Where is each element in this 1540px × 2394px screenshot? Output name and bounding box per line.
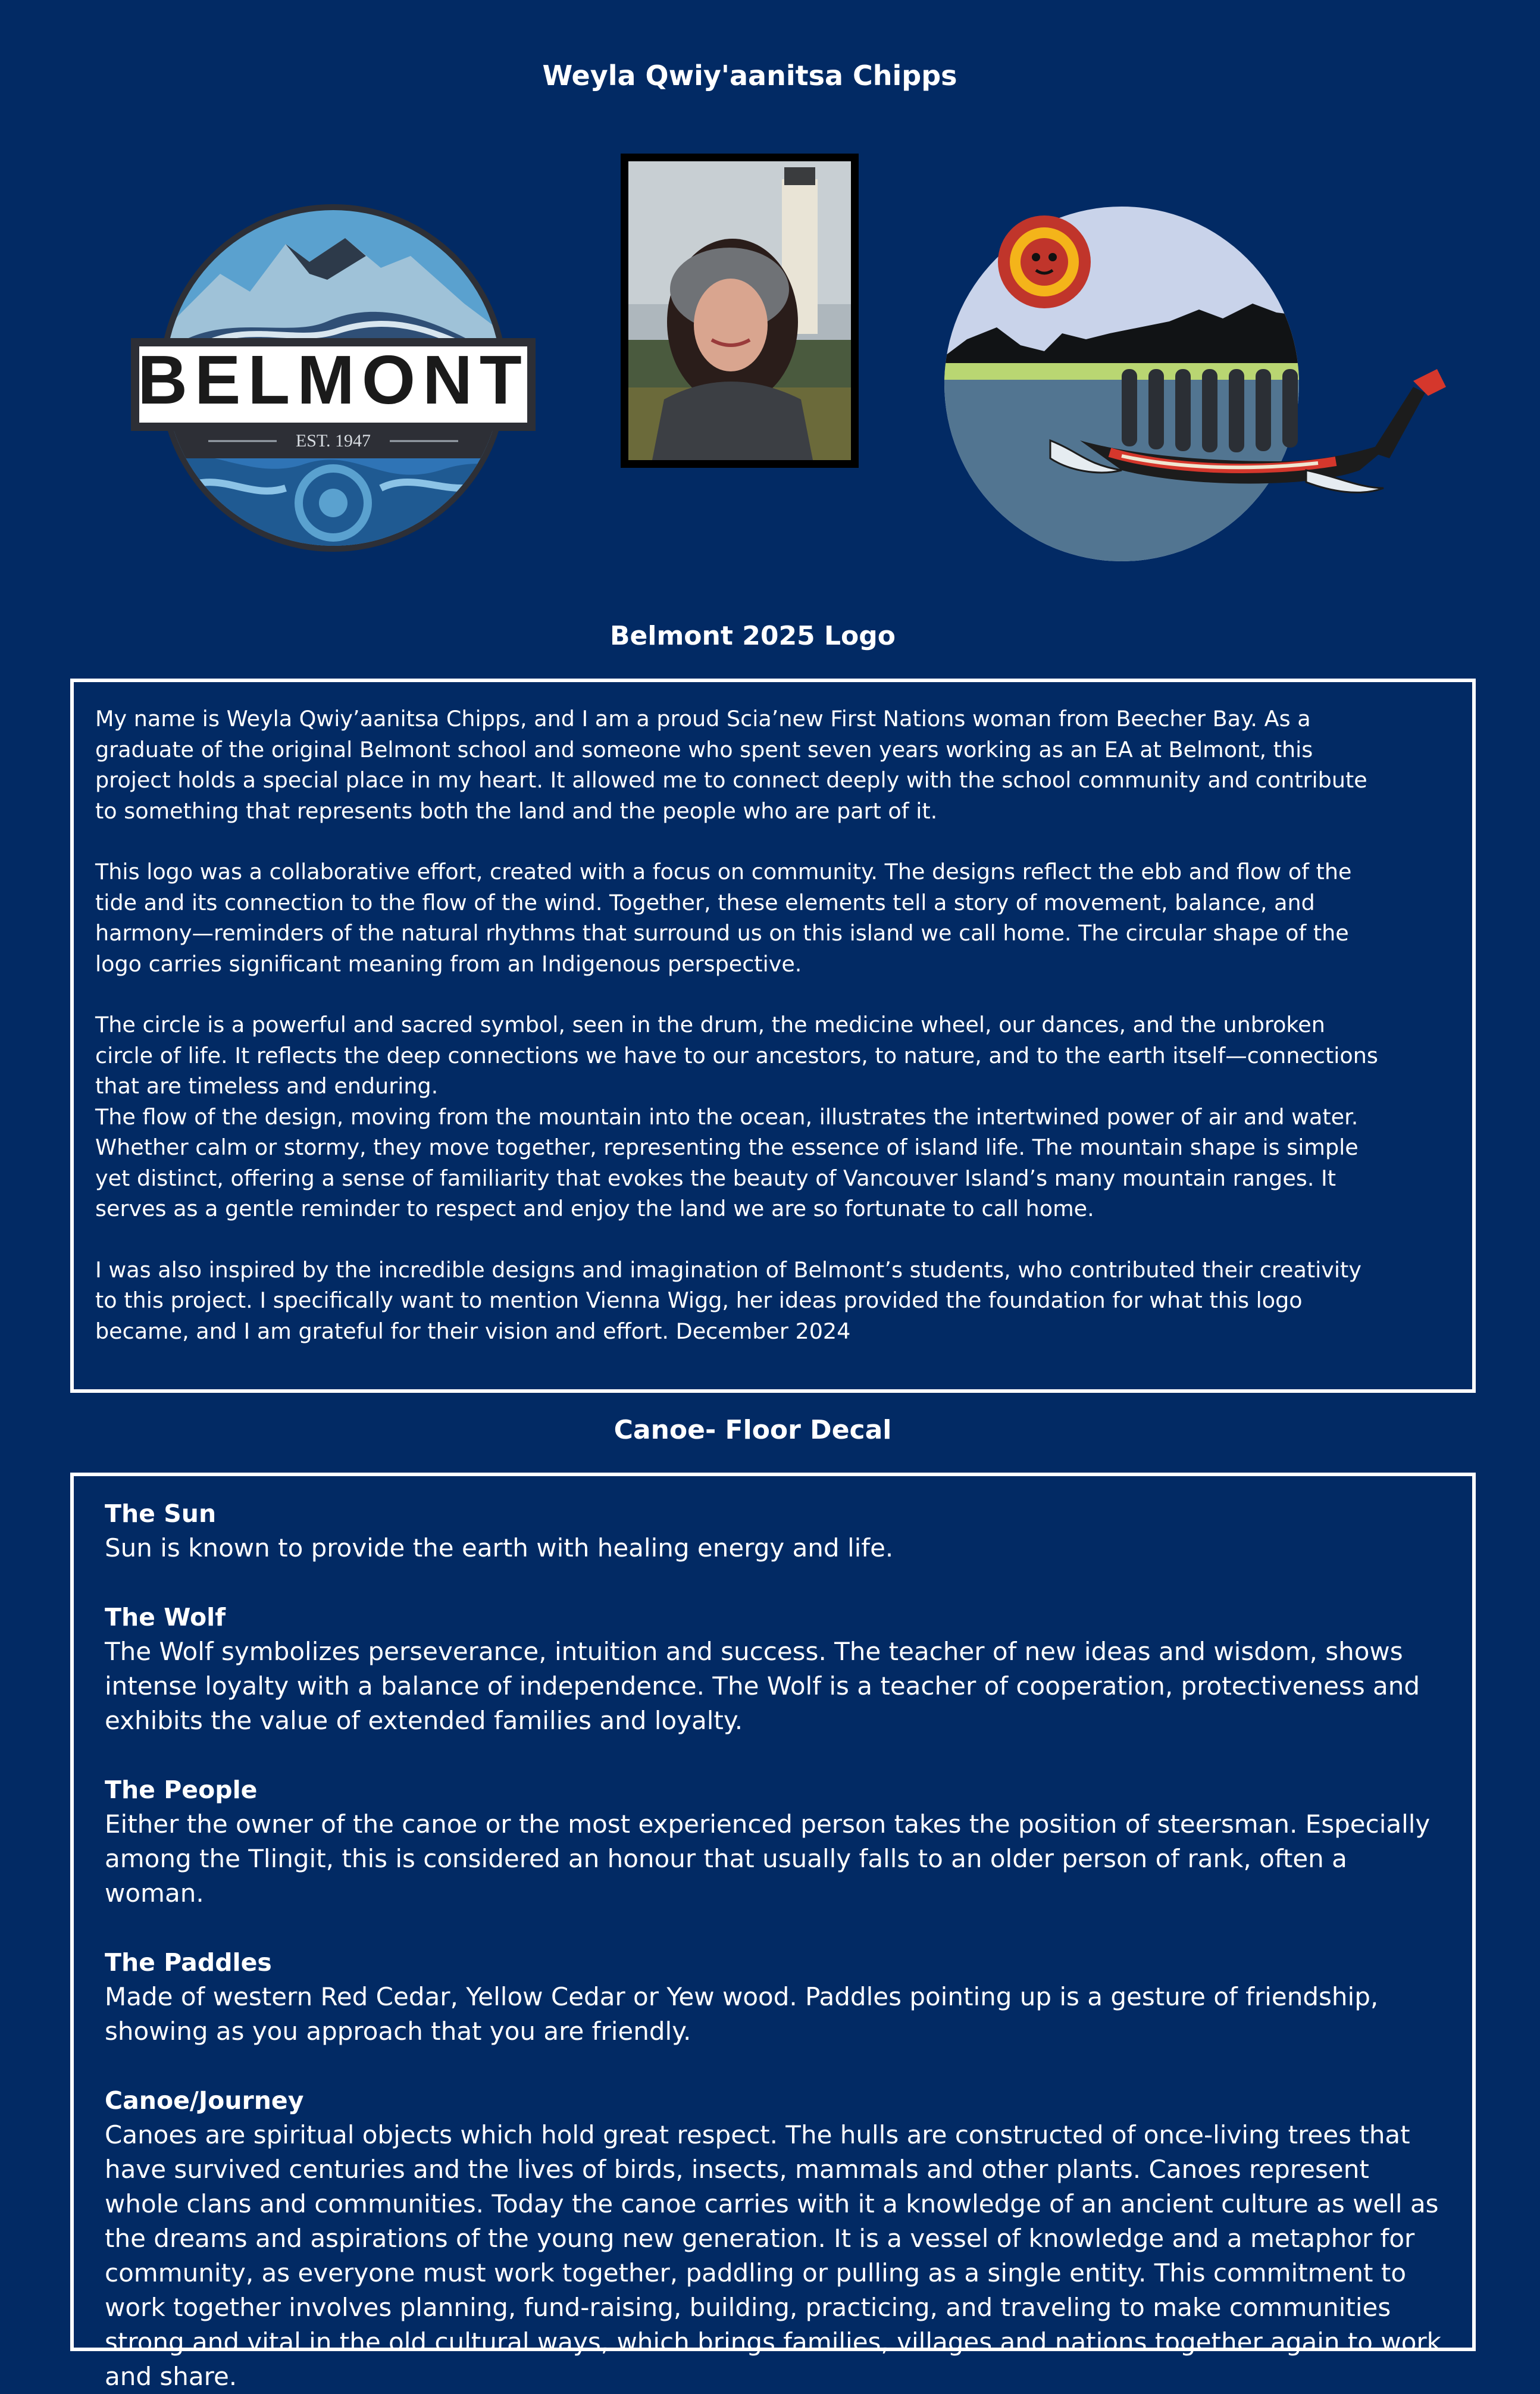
canoe-description-box bbox=[70, 1473, 1476, 2391]
list-item bbox=[105, 1945, 1448, 2049]
logo-paragraph: The circle is a powerful and sacred symbol, seen in the drum, the medicine wheel, our dances, and the unbroken circle of life. It reflects the deep connections we have to our ancestors, to nature, and to the earth itself—connections that are timeless and enduring. bbox=[95, 1012, 1378, 1099]
item-heading: The People bbox=[105, 1776, 258, 1804]
list-item bbox=[105, 1773, 1448, 1911]
logo-paragraph: The flow of the design, moving from the mountain into the ocean, illustrates the intertwined power of air and water. Whether calm or stormy, they move together, representing the essence of island life. The mountain shape is simple yet distinct, offering a sense of familiarity that evokes the beauty of Vancouver Island’s many mountain ranges. It serves as a gentle reminder to respect and enjoy the land we are so fortunate to call home. bbox=[95, 1104, 1359, 1221]
item-text: Made of western Red Cedar, Yellow Cedar or Yew wood. Paddles pointing up is a gesture of friendship, showing as you approach that you are friendly. bbox=[105, 1982, 1379, 2046]
page-title: Weyla Qwiy'aanitsa Chipps bbox=[542, 60, 957, 92]
list-item bbox=[105, 1496, 1448, 1565]
item-text: The Wolf symbolizes perseverance, intuition and success. The teacher of new ideas and wisdom, shows intense loyalty with a balance of independence. The Wolf is a teacher of cooperation, protectiveness and exhibits the value of extended families and loyalty. bbox=[105, 1637, 1420, 1735]
item-heading: Canoe/Journey bbox=[105, 2086, 304, 2115]
item-heading: The Wolf bbox=[105, 1603, 226, 1632]
logo-section-title: Belmont 2025 Logo bbox=[610, 621, 896, 651]
logo-description-box bbox=[70, 679, 1476, 1393]
item-heading: The Paddles bbox=[105, 1948, 272, 1977]
logo-paragraph: My name is Weyla Qwiy’aanitsa Chipps, and I am a proud Scia’new First Nations woman from Beecher Bay. As a graduate of the original Belmont school and someone who spent seven years working as an EA at Belmont, this project holds a special place in my heart. It allowed me to connect deeply with the school community and contribute to something that represents both the land and the people who are part of it. bbox=[95, 706, 1367, 824]
belmont-circle-logo bbox=[131, 202, 536, 554]
logo-paragraph: I was also inspired by the incredible designs and imagination of Belmont’s students, who contributed their creativity to this project. I specifically want to mention Vienna Wigg, her ideas provided the foundation for what this logo became, and I am grateful for their vision and effort. December 2024 bbox=[95, 1257, 1361, 1344]
list-item bbox=[105, 1600, 1448, 1738]
logo-paragraph: This logo was a collaborative effort, created with a focus on community. The designs reflect the ebb and flow of the tide and its connection to the flow of the wind. Together, these elements tell a story of movement, balance, and harmony—reminders of the natural rhythms that surround us on this island we call home. The circular shape of the logo carries significant meaning from an Indigenous perspective. bbox=[95, 859, 1352, 977]
portrait-photo bbox=[621, 154, 859, 468]
established-text: EST. 1947 bbox=[295, 431, 371, 451]
belmont-wordmark: BELMONT bbox=[137, 341, 529, 418]
list-item bbox=[105, 2083, 1448, 2394]
item-heading: The Sun bbox=[105, 1499, 217, 1528]
sun-icon bbox=[998, 215, 1091, 308]
canoe-artwork bbox=[943, 190, 1455, 571]
canoe-section-title: Canoe- Floor Decal bbox=[614, 1415, 892, 1445]
item-text: Either the owner of the canoe or the most experienced person takes the position of steersman. Especially among the Tlingit, this is considered an honour that usually falls to an older person of rank, often a woman. bbox=[105, 1809, 1431, 1908]
item-text: Canoes are spiritual objects which hold great respect. The hulls are constructed of once-living trees that have survived centuries and the lives of birds, insects, mammals and other plants. Canoes represent whole clans and communities. Today the canoe carries with it a knowledge of an ancient culture as well as the dreams and aspirations of the young new generation. It is a vessel of knowledge and a metaphor for community, as everyone must work together, paddling or pulling as a single entity. This commitment to work together involves planning, fund-raising, building, practicing, and traveling to make communities strong and vital in the old cultural ways, which brings families, villages and nations together again to work and share. bbox=[105, 2120, 1441, 2391]
item-text: Sun is known to provide the earth with healing energy and life. bbox=[105, 1533, 894, 1562]
